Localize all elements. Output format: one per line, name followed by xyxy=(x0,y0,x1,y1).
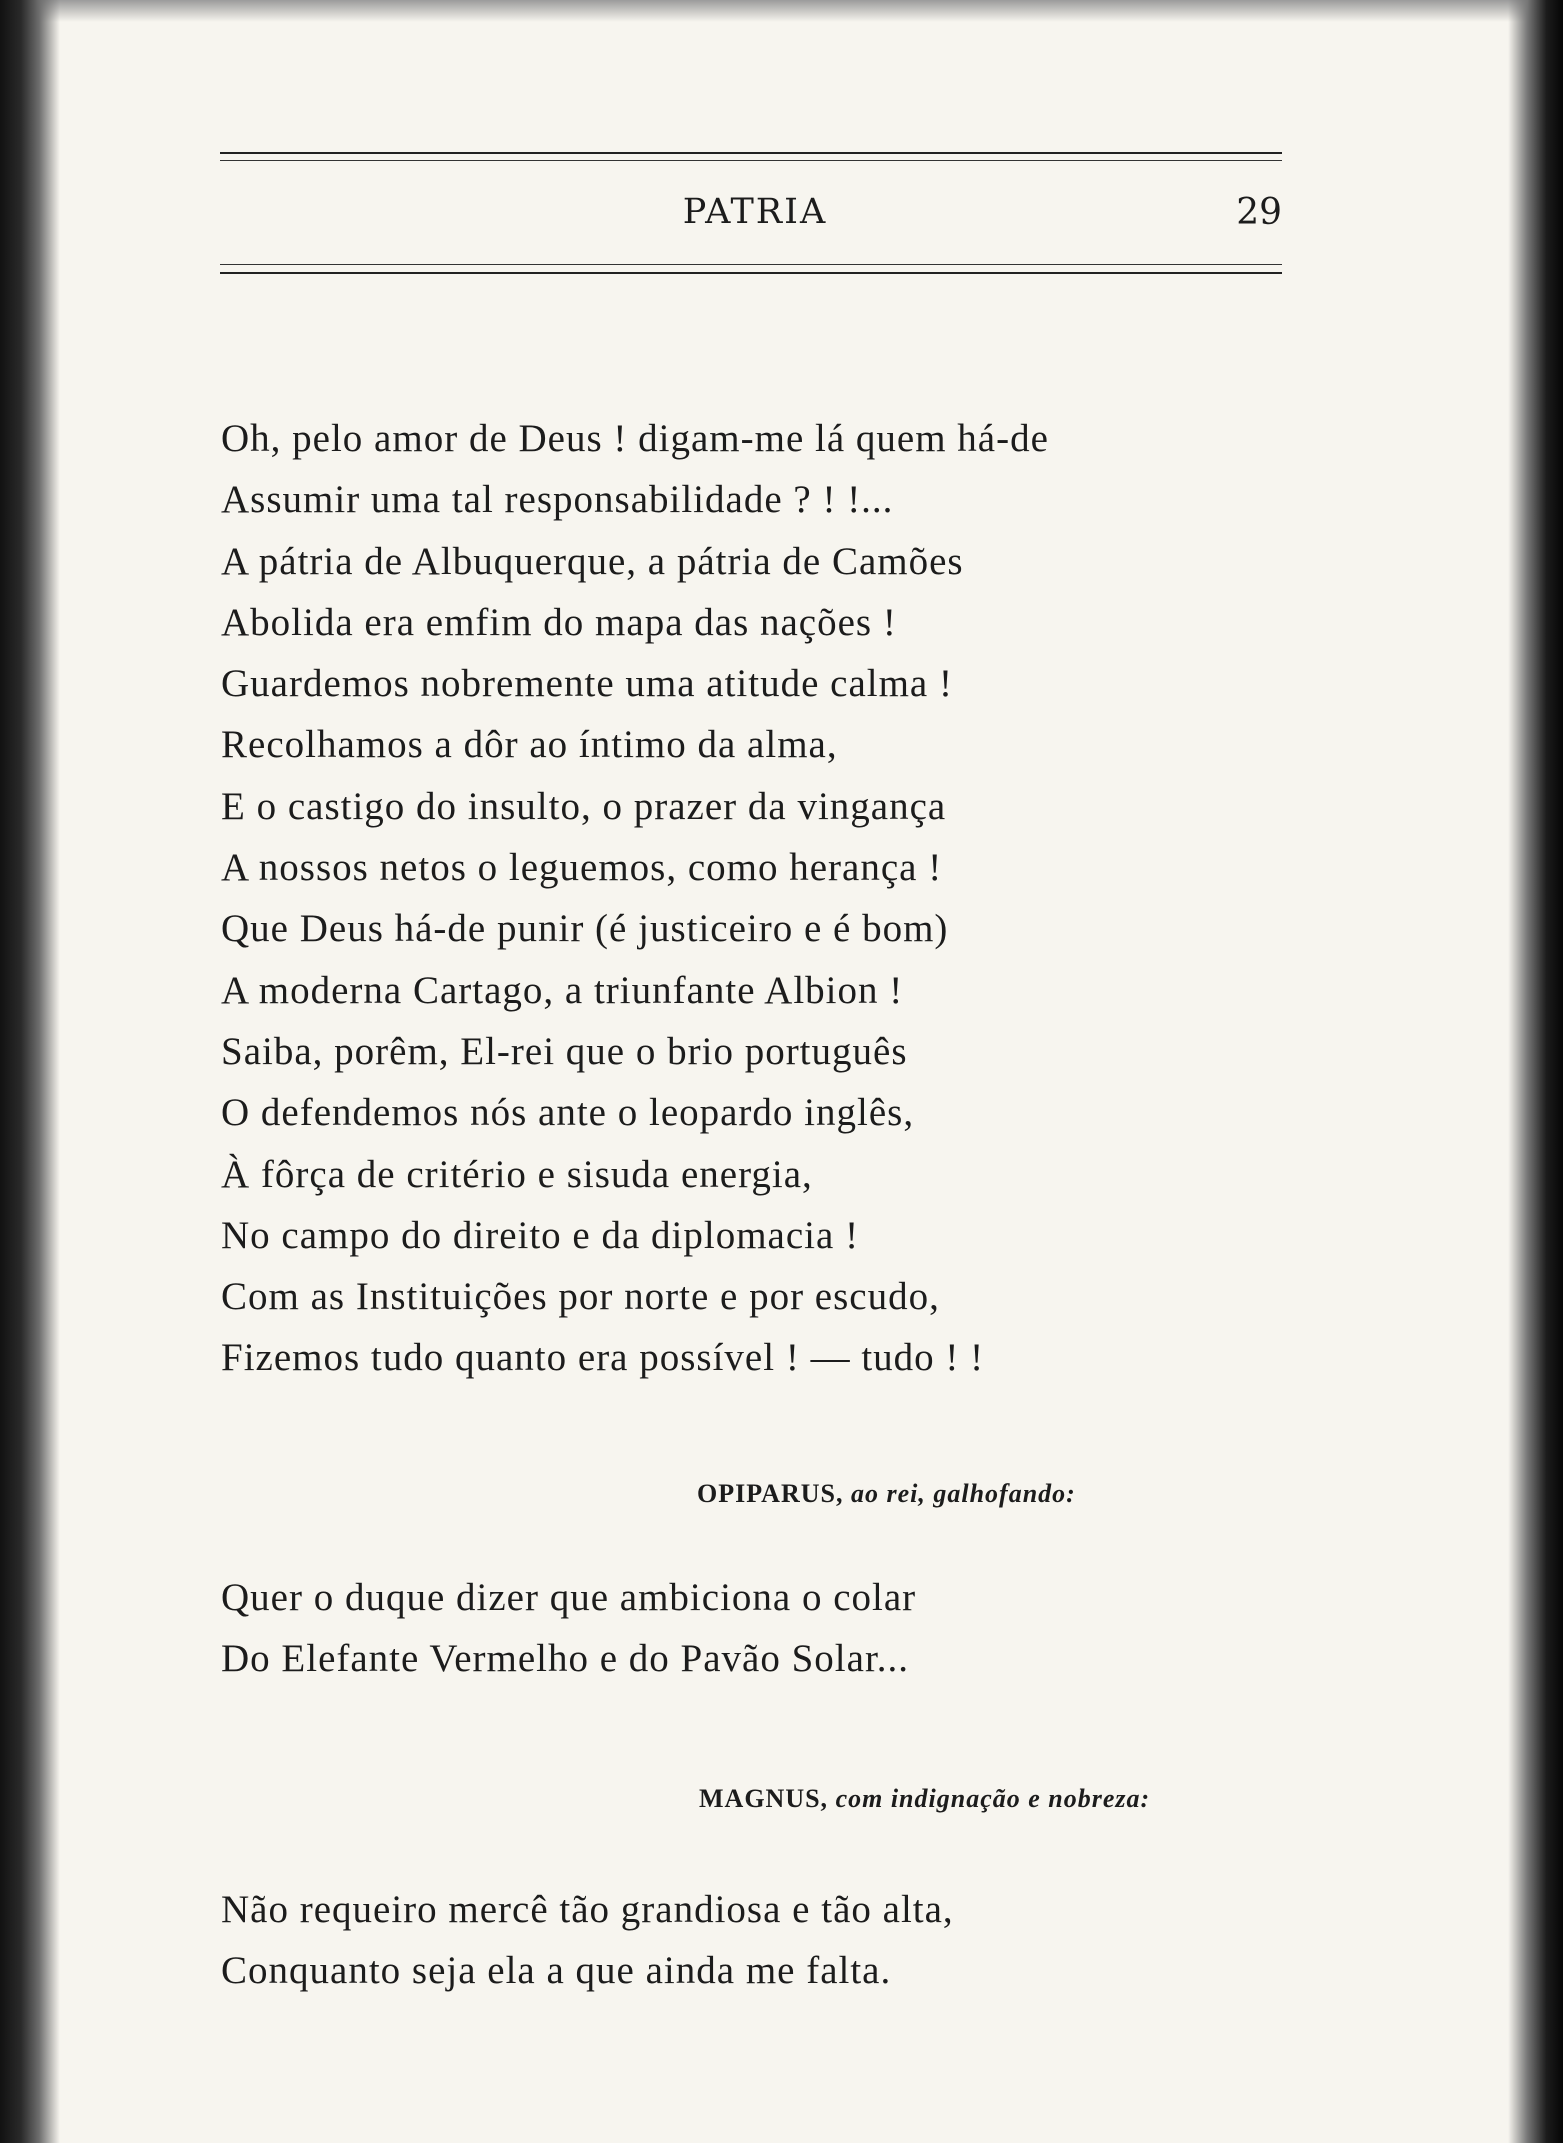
verse-line: Abolida era emfim do mapa das nações ! xyxy=(221,600,897,644)
verse-line: Que Deus há-de punir (é justiceiro e é bom) xyxy=(221,907,949,951)
verse-line: O defendemos nós ante o leopardo inglês, xyxy=(221,1091,915,1135)
verse-line: Saiba, porêm, El-rei que o brio português xyxy=(221,1029,908,1073)
book-binding-edge xyxy=(0,0,60,2143)
header-rule-bottom xyxy=(220,272,1282,274)
header-rule-top-inner xyxy=(220,160,1282,161)
verse-line: A pátria de Albuquerque, a pátria de Camões xyxy=(221,539,964,583)
verse-line: A nossos netos o leguemos, como herança ! xyxy=(221,846,943,890)
verse-line: Guardemos nobremente uma atitude calma ! xyxy=(221,662,953,706)
header-rule-bottom-inner xyxy=(220,264,1282,265)
page-number: 29 xyxy=(1236,192,1282,233)
speaker-note: ao rei, galhofando: xyxy=(850,1479,1076,1508)
verse-block-3 xyxy=(221,1879,954,2002)
speaker-name: MAGNUS, xyxy=(699,1784,829,1813)
verse-line: E o castigo do insulto, o prazer da vingança xyxy=(221,784,947,828)
speaker-note: com indignação e nobreza: xyxy=(835,1784,1151,1813)
verse-line: Quer o duque dizer que ambiciona o colar xyxy=(221,1576,917,1619)
stage-direction-opiparus xyxy=(697,1479,1076,1509)
verse-line: Do Elefante Vermelho e do Pavão Solar... xyxy=(221,1637,910,1681)
verse-line: Conquanto seja ela a que ainda me falta. xyxy=(221,1949,892,1993)
verse-line: Oh, pelo amor de Deus ! digam-me lá quem há-de xyxy=(221,417,1049,460)
stage-direction-magnus xyxy=(699,1784,1150,1814)
speaker-name: OPIPARUS, xyxy=(697,1479,844,1508)
verse-line: Assumir uma tal responsabilidade ? ! !... xyxy=(221,478,894,522)
verse-line: Recolhamos a dôr ao íntimo da alma, xyxy=(221,723,838,767)
verse-block-2 xyxy=(221,1567,916,1690)
verse-line: Fizemos tudo quanto era possível ! — tudo ! ! xyxy=(221,1336,985,1380)
verse-line: Com as Instituições por norte e por escudo, xyxy=(221,1275,940,1319)
page-top-shadow xyxy=(0,0,1563,22)
page-right-edge xyxy=(1508,0,1563,2143)
verse-line: No campo do direito e da diplomacia ! xyxy=(221,1213,860,1257)
running-head-title: PATRIA xyxy=(682,192,828,232)
verse-line: Não requeiro mercê tão grandiosa e tão alta, xyxy=(221,1888,954,1931)
header-rule-top xyxy=(220,152,1282,154)
verse-line: A moderna Cartago, a triunfante Albion ! xyxy=(221,968,904,1012)
verse-line: À fôrça de critério e sisuda energia, xyxy=(221,1152,813,1196)
verse-block-1 xyxy=(221,408,1049,1389)
